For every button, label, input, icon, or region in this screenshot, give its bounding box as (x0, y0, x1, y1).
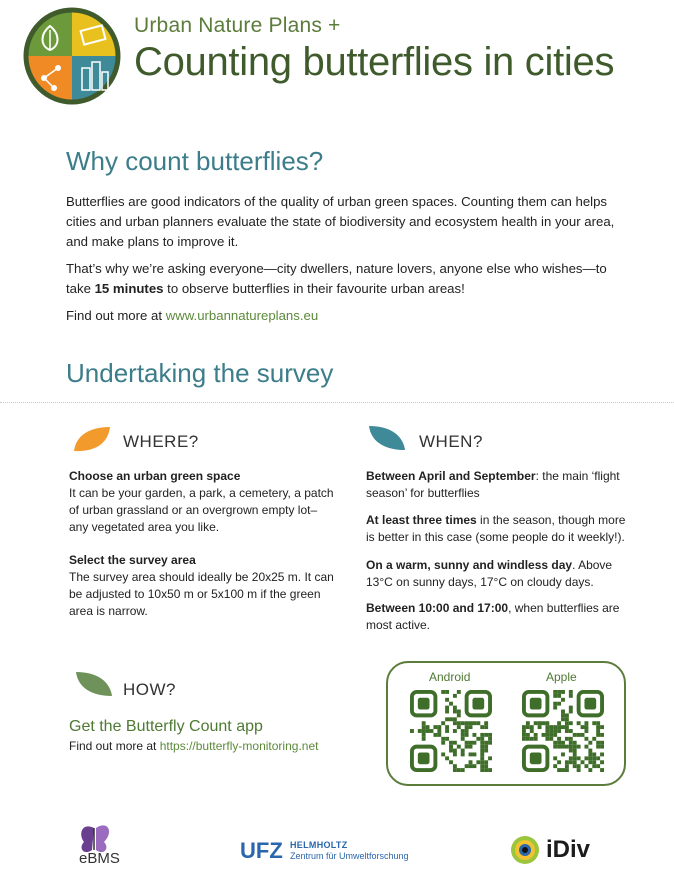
qr-module (565, 764, 569, 768)
qr-module (561, 698, 565, 702)
qr-module (480, 745, 484, 749)
page-title: Counting butterflies in cities (134, 40, 615, 84)
qr-module (461, 721, 465, 725)
when-item-2-rest: in the season, though more is better in this case (some people do it weekly!). (366, 513, 626, 544)
qr-module (569, 729, 573, 733)
qr-module (581, 760, 585, 764)
qr-module (484, 745, 488, 749)
qr-module (557, 721, 561, 725)
ufz-subtitle: Zentrum für Umweltforschung (290, 851, 409, 861)
qr-finder-inner (530, 698, 542, 710)
qr-module (469, 725, 473, 729)
qr-module (445, 710, 449, 714)
qr-module (561, 717, 565, 721)
qr-module (584, 737, 588, 741)
qr-module (534, 737, 538, 741)
qr-module (457, 710, 461, 714)
p2-text-before: That’s why we’re asking everyone—city dwellers, nature lovers, anyone else who wishes—to take (66, 261, 607, 296)
qr-module (472, 764, 476, 768)
qr-module (596, 733, 600, 737)
qr-module (588, 756, 592, 760)
ufz-logo-text: UFZ (240, 838, 283, 863)
qr-module (561, 752, 565, 756)
qr-module (577, 768, 581, 772)
qr-module (472, 733, 476, 737)
qr-module (480, 760, 484, 764)
qr-module (557, 768, 561, 772)
qr-module (557, 694, 561, 698)
qr-module (410, 729, 414, 733)
butterfly-monitoring-line (69, 739, 318, 753)
when-item-4-rest: , when butterflies are most active. (366, 601, 620, 632)
qr-module (445, 737, 449, 741)
where-label: WHERE? (123, 432, 199, 451)
qr-module (465, 733, 469, 737)
qr-module (461, 768, 465, 772)
qr-module (461, 733, 465, 737)
when-item-4 (366, 600, 636, 634)
qr-module (553, 729, 557, 733)
qr-module (565, 725, 569, 729)
qr-module (469, 721, 473, 725)
qr-module (453, 749, 457, 753)
qr-module (549, 729, 553, 733)
qr-module (530, 737, 534, 741)
qr-module (588, 760, 592, 764)
qr-module (596, 741, 600, 745)
when-item-4-bold: Between 10:00 and 17:00 (366, 601, 509, 615)
p2-bold: 15 minutes (94, 281, 164, 296)
where-item-1 (69, 468, 337, 536)
qr-module (480, 749, 484, 753)
qr-module (437, 729, 441, 733)
qr-module (600, 768, 604, 772)
qr-module (453, 717, 457, 721)
qr-module (565, 729, 569, 733)
qr-module (437, 725, 441, 729)
qr-module (418, 729, 422, 733)
qr-module (573, 760, 577, 764)
qr-module (561, 768, 565, 772)
qr-module (569, 760, 573, 764)
qr-module (553, 725, 557, 729)
qr-module (449, 760, 453, 764)
qr-module (461, 729, 465, 733)
qr-module (565, 745, 569, 749)
qr-module (441, 737, 445, 741)
qr-module (584, 721, 588, 725)
where-item-2 (69, 552, 337, 620)
qr-module (461, 752, 465, 756)
qr-module (588, 749, 592, 753)
qr-module (437, 733, 441, 737)
qr-module (553, 756, 557, 760)
qr-module (553, 706, 557, 710)
qr-module (453, 729, 457, 733)
qr-module (584, 764, 588, 768)
qr-module (569, 706, 573, 710)
qr-module (480, 741, 484, 745)
when-item-3-bold: On a warm, sunny and windless day (366, 558, 573, 572)
qr-module (553, 745, 557, 749)
qr-module (596, 721, 600, 725)
qr-module (522, 733, 526, 737)
qr-module (530, 729, 534, 733)
qr-module (545, 737, 549, 741)
qr-module (584, 756, 588, 760)
qr-module (577, 721, 581, 725)
qr-module (581, 725, 585, 729)
qr-module (565, 760, 569, 764)
qr-module (584, 745, 588, 749)
idiv-logo-icon (510, 835, 540, 865)
qr-module (484, 741, 488, 745)
apple-label: Apple (546, 670, 577, 684)
qr-module (526, 737, 530, 741)
qr-module (472, 752, 476, 756)
qr-module (542, 733, 546, 737)
why-heading: Why count butterflies? (66, 146, 324, 176)
qr-module (449, 745, 453, 749)
qr-module (565, 713, 569, 717)
qr-module (457, 721, 461, 725)
qr-module (422, 721, 426, 725)
qr-module (484, 768, 488, 772)
qr-module (522, 737, 526, 741)
qr-module (457, 725, 461, 729)
qr-module (469, 764, 473, 768)
section-divider (0, 402, 674, 403)
qr-module (422, 725, 426, 729)
qr-module (480, 752, 484, 756)
qr-module (445, 756, 449, 760)
qr-module (445, 729, 449, 733)
qr-module (441, 690, 445, 694)
qr-module (549, 737, 553, 741)
qr-module (557, 741, 561, 745)
qr-module (545, 721, 549, 725)
qr-module (488, 733, 492, 737)
qr-module (565, 721, 569, 725)
qr-module (484, 721, 488, 725)
idiv-logo-text: iDiv (546, 836, 591, 863)
where-item-1-body: It can be your garden, a park, a cemetery, a patch of urban grassland or an overgrown empty lot– any vegetated area you like. (69, 486, 334, 534)
qr-module (561, 725, 565, 729)
qr-module (545, 733, 549, 737)
android-label: Android (429, 670, 471, 684)
android-qr-code[interactable] (410, 690, 492, 772)
qr-module (557, 725, 561, 729)
qr-module (553, 764, 557, 768)
when-item-1 (366, 468, 636, 502)
qr-module (445, 698, 449, 702)
qr-module (465, 721, 469, 725)
qr-module (484, 764, 488, 768)
find-out-text: Find out more at (66, 308, 166, 323)
qr-module (545, 729, 549, 733)
teal-leaf-icon (367, 424, 407, 452)
qr-module (461, 749, 465, 753)
qr-module (465, 745, 469, 749)
qr-module (449, 702, 453, 706)
qr-module (573, 749, 577, 753)
qr-module (561, 741, 565, 745)
qr-module (588, 741, 592, 745)
qr-finder-inner (584, 698, 596, 710)
qr-module (465, 764, 469, 768)
qr-module (480, 764, 484, 768)
qr-module (573, 741, 577, 745)
qr-module (553, 741, 557, 745)
qr-module (449, 741, 453, 745)
qr-module (476, 760, 480, 764)
qr-module (592, 752, 596, 756)
qr-module (526, 725, 530, 729)
qr-module (480, 756, 484, 760)
qr-module (600, 752, 604, 756)
qr-module (422, 729, 426, 733)
qr-module (422, 737, 426, 741)
qr-module (553, 702, 557, 706)
qr-module (596, 729, 600, 733)
qr-module (600, 725, 604, 729)
qr-module (465, 725, 469, 729)
qr-module (565, 768, 569, 772)
qr-module (557, 702, 561, 706)
qr-module (484, 749, 488, 753)
qr-module (453, 706, 457, 710)
qr-module (569, 741, 573, 745)
where-item-1-title: Choose an urban green space (69, 469, 241, 483)
qr-module (472, 721, 476, 725)
qr-module (549, 725, 553, 729)
apple-qr-code[interactable] (522, 690, 604, 772)
how-label: HOW? (123, 680, 176, 699)
qr-module (476, 721, 480, 725)
when-item-1-bold: Between April and September (366, 469, 536, 483)
qr-module (573, 733, 577, 737)
qr-module (476, 737, 480, 741)
qr-module (561, 710, 565, 714)
qr-module (441, 752, 445, 756)
qr-module (469, 745, 473, 749)
qr-module (469, 741, 473, 745)
p2-text-after: to observe butterflies in their favourite urban areas! (163, 281, 465, 296)
qr-module (561, 690, 565, 694)
qr-module (573, 752, 577, 756)
qr-module (561, 745, 565, 749)
when-item-2-bold: At least three times (366, 513, 477, 527)
butterfly-more-text: Find out more at (69, 739, 160, 753)
qr-module (569, 690, 573, 694)
qr-module (480, 768, 484, 772)
qr-module (542, 721, 546, 725)
qr-module (449, 717, 453, 721)
qr-module (584, 725, 588, 729)
qr-module (453, 752, 457, 756)
why-paragraph-3 (66, 306, 626, 326)
qr-finder-inner (530, 752, 542, 764)
qr-module (565, 717, 569, 721)
qr-module (557, 737, 561, 741)
qr-finder-inner (418, 698, 430, 710)
qr-finder-inner (418, 752, 430, 764)
qr-module (441, 741, 445, 745)
qr-module (445, 706, 449, 710)
qr-module (430, 729, 434, 733)
qr-module (422, 733, 426, 737)
qr-module (573, 764, 577, 768)
qr-module (480, 725, 484, 729)
qr-module (600, 733, 604, 737)
qr-module (461, 737, 465, 741)
qr-module (530, 725, 534, 729)
when-label: WHEN? (419, 432, 483, 451)
qr-module (581, 733, 585, 737)
qr-module (469, 752, 473, 756)
qr-module (488, 741, 492, 745)
qr-module (573, 756, 577, 760)
qr-module (577, 733, 581, 737)
qr-module (445, 690, 449, 694)
qr-module (569, 710, 573, 714)
qr-module (433, 733, 437, 737)
app-title: Get the Butterfly Count app (69, 718, 263, 735)
qr-module (465, 729, 469, 733)
qr-module (457, 690, 461, 694)
qr-module (484, 760, 488, 764)
urban-nature-plans-logo (22, 6, 122, 106)
qr-module (453, 741, 457, 745)
qr-module (592, 721, 596, 725)
qr-module (484, 733, 488, 737)
qr-module (596, 756, 600, 760)
urbannatureplans-link[interactable]: www.urbannatureplans.eu (165, 308, 319, 323)
qr-module (553, 694, 557, 698)
qr-module (600, 760, 604, 764)
qr-module (453, 764, 457, 768)
qr-module (592, 764, 596, 768)
qr-module (538, 725, 542, 729)
qr-module (549, 733, 553, 737)
ebms-logo-text: eBMS (79, 850, 120, 867)
qr-module (522, 725, 526, 729)
qr-module (592, 737, 596, 741)
qr-module (488, 756, 492, 760)
qr-module (573, 745, 577, 749)
when-item-1-rest: : the main ‘flight season’ for butterflies (366, 469, 620, 500)
qr-module (426, 725, 430, 729)
qr-module (457, 713, 461, 717)
helmholtz-text: HELMHOLTZ (290, 840, 348, 850)
qr-module (596, 745, 600, 749)
qr-module (453, 710, 457, 714)
qr-module (557, 729, 561, 733)
qr-module (588, 768, 592, 772)
qr-module (588, 752, 592, 756)
qr-module (457, 768, 461, 772)
qr-module (534, 733, 538, 737)
qr-module (569, 694, 573, 698)
qr-module (488, 737, 492, 741)
when-item-3 (366, 557, 636, 591)
qr-module (569, 737, 573, 741)
green-leaf-icon (74, 670, 114, 698)
qr-module (426, 729, 430, 733)
qr-module (453, 768, 457, 772)
qr-module (584, 729, 588, 733)
qr-module (469, 760, 473, 764)
qr-module (569, 721, 573, 725)
when-item-2 (366, 512, 636, 546)
why-paragraph-1: Butterflies are good indicators of the quality of urban green spaces. Counting them can helps cities and urban planners evaluate the state of biodiversity and ecosystem health in your area, and make plans to improve it. (66, 194, 615, 249)
qr-module (480, 733, 484, 737)
qr-module (538, 721, 542, 725)
qr-module (600, 741, 604, 745)
qr-module (553, 733, 557, 737)
survey-heading: Undertaking the survey (66, 358, 334, 388)
qr-module (480, 737, 484, 741)
qr-module (453, 694, 457, 698)
qr-module (561, 713, 565, 717)
qr-module (592, 756, 596, 760)
qr-module (457, 745, 461, 749)
qr-module (441, 721, 445, 725)
qr-module (472, 741, 476, 745)
qr-module (445, 717, 449, 721)
qr-module (557, 745, 561, 749)
qr-module (526, 733, 530, 737)
qr-module (569, 749, 573, 753)
when-item-3-rest: . Above 13°C on sunny days, 17°C on cloudy days. (366, 558, 613, 589)
qr-module (565, 737, 569, 741)
qr-module (569, 756, 573, 760)
qr-module (488, 768, 492, 772)
qr-module (557, 690, 561, 694)
qr-module (596, 725, 600, 729)
qr-module (553, 690, 557, 694)
qr-module (484, 725, 488, 729)
where-item-2-title: Select the survey area (69, 553, 196, 567)
qr-module (592, 760, 596, 764)
butterfly-monitoring-link[interactable]: https://butterfly-monitoring.net (159, 739, 319, 753)
qr-module (534, 721, 538, 725)
where-item-2-body: The survey area should ideally be 20x25 m. It can be adjusted to 10x50 m or 5x100 m if the green area is narrow. (69, 570, 334, 618)
header-subtitle: Urban Nature Plans + (134, 14, 341, 37)
qr-module (600, 745, 604, 749)
qr-module (596, 764, 600, 768)
qr-module (526, 721, 530, 725)
qr-module (449, 749, 453, 753)
qr-module (577, 764, 581, 768)
qr-module (453, 721, 457, 725)
qr-module (557, 760, 561, 764)
why-paragraph-2 (66, 259, 626, 299)
qr-module (545, 725, 549, 729)
qr-module (433, 725, 437, 729)
qr-module (577, 756, 581, 760)
qr-module (465, 741, 469, 745)
qr-module (569, 745, 573, 749)
qr-module (445, 725, 449, 729)
qr-finder-inner (472, 698, 484, 710)
qr-module (577, 745, 581, 749)
orange-leaf-icon (72, 425, 112, 453)
qr-module (522, 729, 526, 733)
